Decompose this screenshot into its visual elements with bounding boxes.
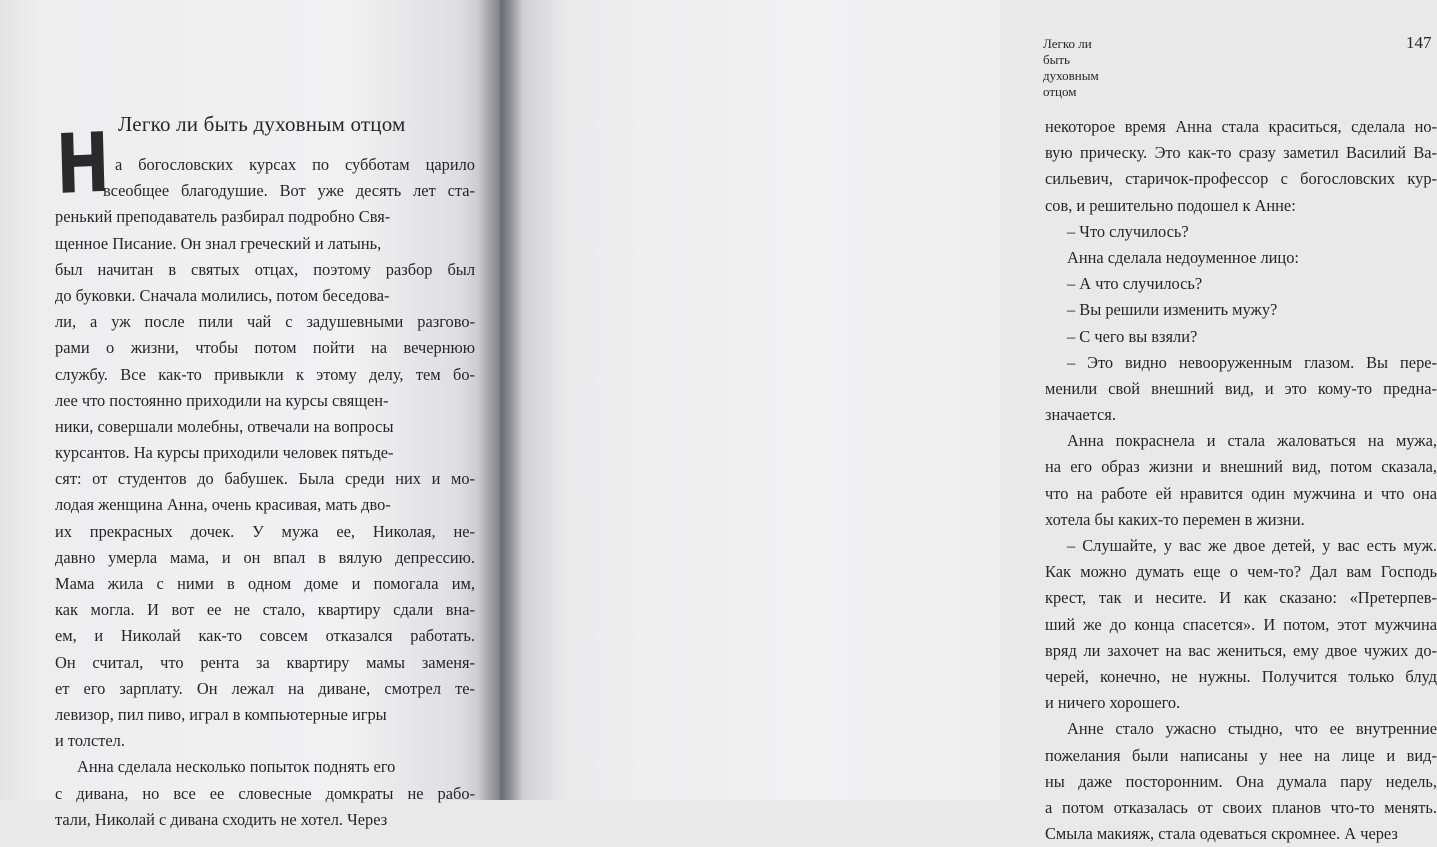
text-line: ны даже посторонним. Она думала пару недель, (1045, 771, 1437, 791)
text-line: – Слушайте, у вас же двое детей, у вас есть муж. (1067, 536, 1437, 555)
text-line: на его образ жизни и внешний вид, потом сказала, (1045, 457, 1437, 477)
text-line: ет его зарплату. Он лежал на диване, смотрел те- (55, 678, 475, 698)
left-page (0, 0, 500, 829)
text-line: щенное Писание. Он знал греческий и латынь, (55, 233, 382, 253)
text-line: их прекрасных дочек. У мужа ее, Николая, не- (55, 521, 475, 541)
text-line: – Вы решили изменить мужу? (1067, 300, 1278, 320)
text-line: Смыла макияж, стала одеваться скромнее. А через (1045, 824, 1398, 844)
page-number: 147 (1406, 33, 1432, 52)
text-line: ренький преподаватель разбирал подробно Свя- (55, 207, 391, 227)
text-line: черей, конечно, не нужны. Получится только блуд (1045, 666, 1437, 686)
text-line: левизор, пил пиво, играл в компьютерные игры (55, 704, 387, 724)
text-line: крест, так и несите. И как сказано: «Претерпев- (1045, 588, 1437, 608)
book-gutter-shadow (478, 0, 522, 800)
text-line: лее что постоянно приходили на курсы священ- (55, 390, 389, 410)
text-line: Анна сделала несколько попыток поднять его (77, 757, 396, 777)
text-line: а богословских курсах по субботам царило (115, 155, 475, 174)
text-line: – А что случилось? (1067, 274, 1203, 294)
text-line: а потом отказалась от своих планов что-то менять. (1045, 797, 1437, 817)
text-line: Анна покраснела и стала жаловаться на мужа, (1067, 431, 1437, 451)
text-line: ли, а уж после пили чай с задушевными разгово- (55, 312, 475, 332)
text-line: сов, и решительно подошел к Анне: (1045, 195, 1296, 215)
text-line: ший же до конца спасется». И потом, этот мужчина (1045, 614, 1437, 634)
drop-cap: Н (54, 115, 111, 213)
text-line: – Это видно невооруженным глазом. Вы пере- (1067, 352, 1437, 372)
text-line: ники, совершали молебны, отвечали на вопросы (55, 416, 394, 436)
left-page-text (55, 152, 475, 833)
text-line: курсантов. На курсы приходили человек пятьде- (55, 443, 394, 463)
text-line: и ничего хорошего. (1045, 693, 1181, 713)
text-line: менили свой внешний вид, и это кому-то предна- (1045, 378, 1437, 398)
text-line: сят: от студентов до бабушек. Была среди них и мо- (55, 469, 475, 489)
text-line: давно умерла мама, и он впал в вялую депрессию. (55, 547, 475, 567)
text-line: что на работе ей нравится один мужчина и что она (1045, 483, 1437, 503)
text-line: рами о жизни, чтобы потом пойти на вечернюю (55, 338, 475, 358)
text-line: Анне стало ужасно стыдно, что ее внутренние (1067, 719, 1437, 739)
text-line: как могла. И вот ее не стало, квартиру сдали вна- (55, 600, 475, 620)
text-line: и толстел. (55, 731, 125, 751)
right-page-text (1045, 114, 1437, 847)
text-line: всеобщее благодушие. Вот уже десять лет ста- (103, 181, 475, 201)
text-line: до буковки. Сначала молились, потом беседова- (55, 285, 390, 305)
text-line: Он считал, что рента за квартиру мамы заменя- (55, 652, 475, 672)
text-line: Как можно думать еще о чем-то? Дал вам Господь (1045, 562, 1437, 582)
text-line: тали, Николай с дивана сходить не хотел. Через (55, 809, 388, 829)
text-line: Анна сделала недоуменное лицо: (1067, 247, 1299, 267)
text-line: вую прическу. Это как-то сразу заметил Василий Ва- (1045, 143, 1437, 163)
chapter-title: Легко ли быть духовным отцом (118, 112, 406, 136)
right-page (500, 0, 1437, 844)
text-line: сильевич, старичок-профессор с богословских кур- (1045, 169, 1437, 189)
text-line: Мама жила с ними в одном доме и помогала им, (55, 574, 475, 593)
text-line: значается. (1045, 405, 1116, 425)
text-line: службу. Все как-то привыкли к этому делу, тем бо- (55, 364, 475, 384)
text-line: с дивана, но все ее словесные домкраты не рабо- (55, 783, 475, 803)
text-line: – Что случилось? (1067, 221, 1189, 241)
text-line: лодая женщина Анна, очень красивая, мать дво- (55, 495, 391, 515)
text-line: некоторое время Анна стала краситься, сделала но- (1045, 117, 1437, 136)
text-line: пожелания были написаны у нее на лице и вид- (1045, 745, 1437, 765)
text-line: – С чего вы взяли? (1067, 326, 1198, 346)
text-line: вряд ли захочет на вас жениться, ему двое чужих до- (1045, 640, 1437, 660)
text-line: хотела бы каких-то перемен в жизни. (1045, 509, 1305, 529)
text-line: ем, и Николай как-то совсем отказался работать. (55, 626, 475, 646)
running-head: Легко ли быть духовным отцом (1043, 36, 1099, 99)
text-line: был начитан в святых отцах, поэтому разбор был (55, 259, 475, 279)
